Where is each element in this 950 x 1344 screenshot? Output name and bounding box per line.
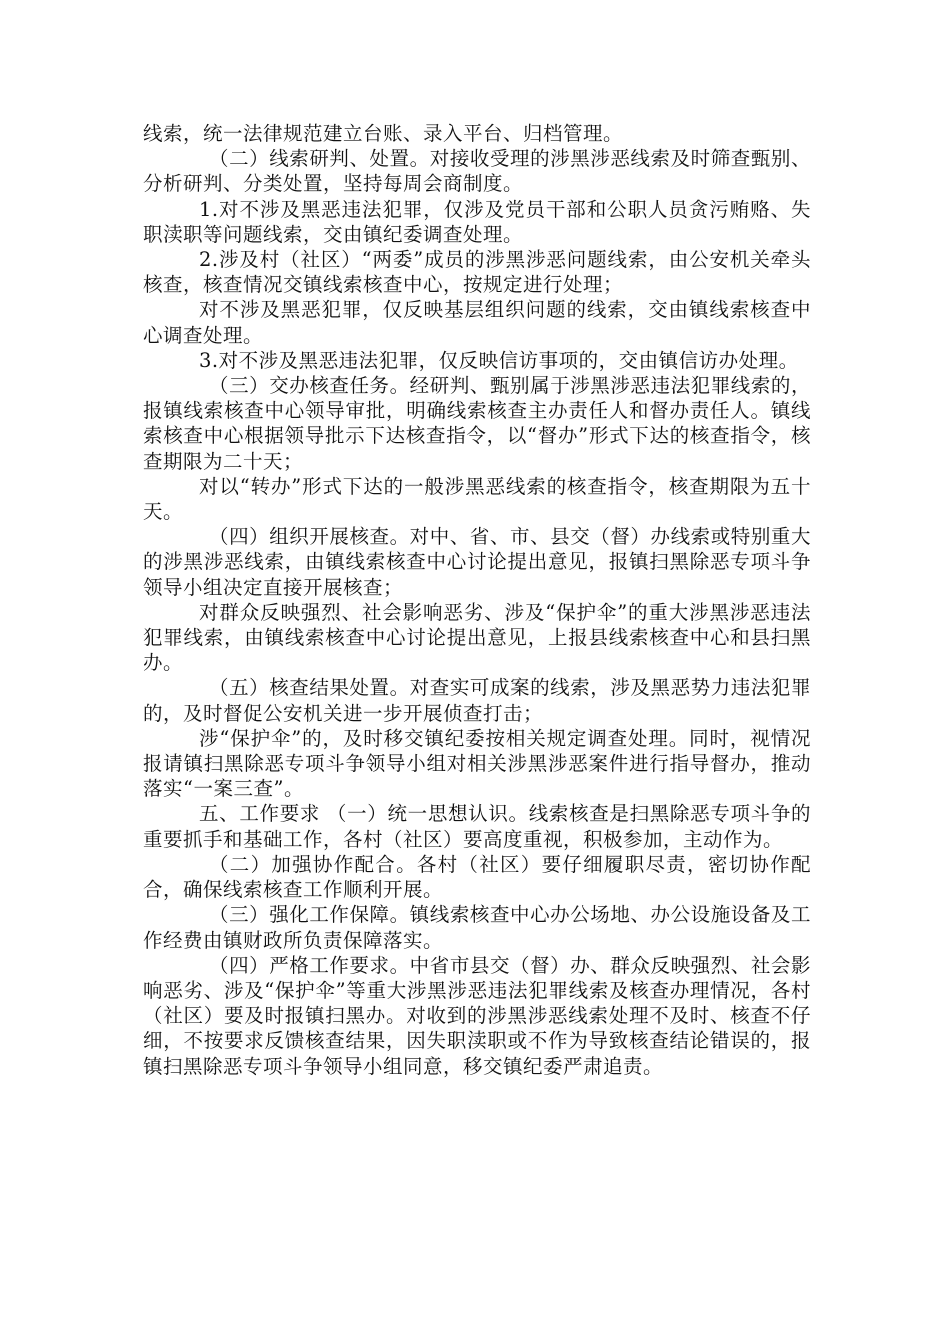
paragraph-item-2: 2.涉及村（社区）“两委”成员的涉黑涉恶问题线索，由公安机关牵头核查，核查情况交镇线索核查中心，按规定进行处理； bbox=[143, 248, 811, 297]
paragraph-work-requirements-3: （三）强化工作保障。镇线索核查中心办公场地、办公设施设备及工作经费由镇财政所负责保障落实。 bbox=[143, 903, 811, 952]
paragraph-item-1: 1.对不涉及黑恶违法犯罪，仅涉及党员干部和公职人员贪污贿赂、失职渎职等问题线索，交由镇纪委调查处理。 bbox=[143, 197, 811, 246]
paragraph-work-requirements-1: 五、工作要求 （一）统一思想认识。线索核查是扫黑除恶专项斗争的重要抓手和基础工作，各村（社区）要高度重视，积极参加，主动作为。 bbox=[143, 802, 811, 851]
document-body bbox=[143, 121, 811, 1079]
paragraph-work-requirements-4: （四）严格工作要求。中省市县交（督）办、群众反映强烈、社会影响恶劣、涉及“保护伞”等重大涉黑涉恶违法犯罪线索及核查办理情况，各村（社区）要及时报镇扫黑办。对收到的涉黑涉恶线索处理不及时、核查不仔细，不按要求反馈核查结果，因失职渎职或不作为导致核查结论错误的，报镇扫黑除恶专项斗争领导小组同意，移交镇纪委严肃追责。 bbox=[143, 953, 811, 1078]
paragraph-section-2-clue-analysis: （二）线索研判、处置。对接收受理的涉黑涉恶线索及时筛查甄别、分析研判、分类处置，坚持每周会商制度。 bbox=[143, 147, 811, 196]
paragraph-section-5-results: （五）核查结果处置。对查实可成案的线索，涉及黑恶势力违法犯罪的，及时督促公安机关进一步开展侦查打击； bbox=[143, 676, 811, 725]
paragraph-continuation: 线索，统一法律规范建立台账、录入平台、归档管理。 bbox=[143, 122, 624, 145]
paragraph-section-3-continued: 对以“转办”形式下达的一般涉黑恶线索的核查指令，核查期限为五十天。 bbox=[143, 474, 811, 524]
paragraph-work-requirements-2: （二）加强协作配合。各村（社区）要仔细履职尽责，密切协作配合，确保线索核查工作顺利开展。 bbox=[143, 852, 811, 902]
paragraph-section-4-continued: 对群众反映强烈、社会影响恶劣、涉及“保护伞”的重大涉黑涉恶违法犯罪线索，由镇线索核查中心讨论提出意见，上报县线索核查中心和县扫黑办。 bbox=[143, 600, 811, 675]
paragraph-section-4-verification: （四）组织开展核查。对中、省、市、县交（督）办线索或特别重大的涉黑涉恶线索，由镇线索核查中心讨论提出意见，报镇扫黑除恶专项斗争领导小组决定直接开展核查； bbox=[143, 525, 811, 599]
paragraph-section-5-continued: 涉“保护伞”的，及时移交镇纪委按相关规定调查处理。同时，视情况报请镇扫黑除恶专项斗争领导小组对相关涉黑涉恶案件进行指导督办，推动落实“一案三查”。 bbox=[143, 726, 811, 801]
paragraph-item-3: 3.对不涉及黑恶违法犯罪，仅反映信访事项的，交由镇信访办处理。 bbox=[199, 348, 799, 372]
paragraph-section-3-assign-tasks: （三）交办核查任务。经研判、甄别属于涉黑涉恶违法犯罪线索的，报镇线索核查中心领导审批，明确线索核查主办责任人和督办责任人。镇线索核查中心根据领导批示下达核查指令，以“督办”形式下达的核查指令，核查期限为二十天； bbox=[143, 374, 811, 473]
paragraph-item-2-continued: 对不涉及黑恶犯罪，仅反映基层组织问题的线索，交由镇线索核查中心调查处理。 bbox=[143, 298, 811, 347]
